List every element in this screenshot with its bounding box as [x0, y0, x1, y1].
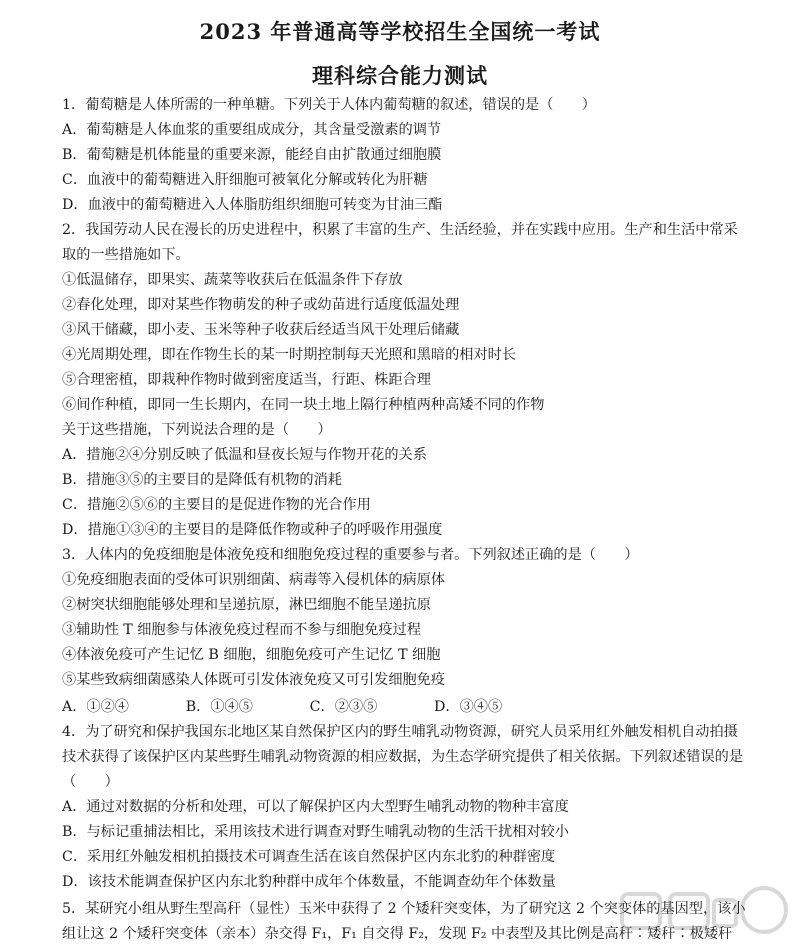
q2-item-5: ⑤合理密植，即栽种作物时做到密度适当，行距、株距合理 — [62, 372, 431, 388]
q1-option-c: C．血液中的葡萄糖进入肝细胞可被氧化分解或转化为肝糖 — [62, 172, 428, 188]
q2-item-1: ①低温储存，即果实、蔬菜等收获后在低温条件下存放 — [62, 272, 403, 288]
q4-blank: （ ） — [62, 774, 119, 790]
q3-item-1: ①免疫细胞表面的受体可识别细菌、病毒等入侵机体的病原体 — [62, 572, 446, 588]
q4-option-a: A．通过对数据的分析和处理，可以了解保护区内大型野生哺乳动物的物种丰富度 — [62, 799, 569, 815]
q3-options: A．①②④ B．①④⑤ C．②③⑤ D．③④⑤ — [62, 699, 503, 715]
q3-stem: 3．人体内的免疫细胞是体液免疫和细胞免疫过程的重要参与者。下列叙述正确的是（ ） — [62, 547, 639, 563]
q2-option-b: B．措施③⑤的主要目的是降低有机物的消耗 — [62, 472, 342, 488]
q2-option-a: A．措施②④分别反映了低温和昼夜长短与作物开花的关系 — [62, 447, 427, 463]
q4-stem-cont: 技术获得了该保护区内某些野生哺乳动物资源的相应数据，为生态学研究提供了相关依据。下列叙述错误的是 — [62, 749, 744, 765]
q4-option-c: C．采用红外触发相机拍摄技术可调查生活在该自然保护区内东北豹的种群密度 — [62, 849, 556, 865]
q4-option-b: B．与标记重捕法相比，采用该技术进行调查对野生哺乳动物的生活干扰相对较小 — [62, 824, 569, 840]
q2-item-3: ③风干储藏，即小麦、玉米等种子收获后经适当风干处理后储藏 — [62, 322, 460, 338]
q1-option-d: D．血液中的葡萄糖进入人体脂肪组织细胞可转变为甘油三酯 — [62, 197, 443, 213]
q3-item-3: ③辅助性 T 细胞参与体液免疫过程而不参与细胞免疫过程 — [62, 622, 421, 638]
q2-item-2: ②春化处理，即对某些作物萌发的种子或幼苗进行适度低温处理 — [62, 297, 460, 313]
q3-item-2: ②树突状细胞能够处理和呈递抗原，淋巴细胞不能呈递抗原 — [62, 597, 431, 613]
q3-item-5: ⑤某些致病细菌感染人体既可引发体液免疫又可引发细胞免疫 — [62, 672, 446, 688]
watermark-logo — [614, 880, 794, 950]
q2-option-c: C．措施②⑤⑥的主要目的是促进作物的光合作用 — [62, 497, 371, 513]
q1-stem: 1．葡萄糖是人体所需的一种单糖。下列关于人体内葡萄糖的叙述，错误的是（ ） — [62, 97, 596, 113]
q2-stem: 2．我国劳动人民在漫长的历史进程中，积累了丰富的生产、生活经验，并在实践中应用。生产和生活中常采 — [62, 222, 738, 238]
exam-subtitle: 理科综合能力测试 — [312, 63, 488, 88]
q4-stem: 4．为了研究和保护我国东北地区某自然保护区内的野生哺乳动物资源，研究人员采用红外触发相机自动拍摄 — [62, 724, 738, 740]
q2-item-6: ⑥间作种植，即同一生长期内，在同一块土地上隔行种植两种高矮不同的作物 — [62, 397, 545, 413]
q2-question: 关于这些措施，下列说法合理的是（ ） — [62, 422, 332, 438]
q5-stem-cont: 组让这 2 个矮秆突变体（亲本）杂交得 F₁，F₁ 自交得 F₂，发现 F₂ 中表型及其比例是高秆∶矮秆∶极矮秆 — [62, 926, 733, 942]
q2-item-4: ④光周期处理，即在作物生长的某一时期控制每天光照和黑暗的相对时长 — [62, 347, 517, 363]
exam-title: 2023 年普通高等学校招生全国统一考试 — [199, 19, 601, 44]
q5-stem: 5．某研究小组从野生型高秆（显性）玉米中获得了 2 个矮秆突变体，为了研究这 2 个突变体的基因型，该小 — [62, 901, 746, 917]
q1-option-b: B．葡萄糖是机体能量的重要来源，能经自由扩散通过细胞膜 — [62, 147, 442, 163]
q4-option-d: D．该技术能调查保护区内东北豹种群中成年个体数量，不能调查幼年个体数量 — [62, 874, 556, 890]
q3-item-4: ④体液免疫可产生记忆 B 细胞，细胞免疫可产生记忆 T 细胞 — [62, 647, 441, 663]
q1-option-a: A．葡萄糖是人体血浆的重要组成成分，其含量受激素的调节 — [62, 122, 442, 138]
q2-option-d: D．措施①③④的主要目的是降低作物或种子的呼吸作用强度 — [62, 522, 443, 538]
q2-stem-cont: 取的一些措施如下。 — [62, 247, 190, 263]
